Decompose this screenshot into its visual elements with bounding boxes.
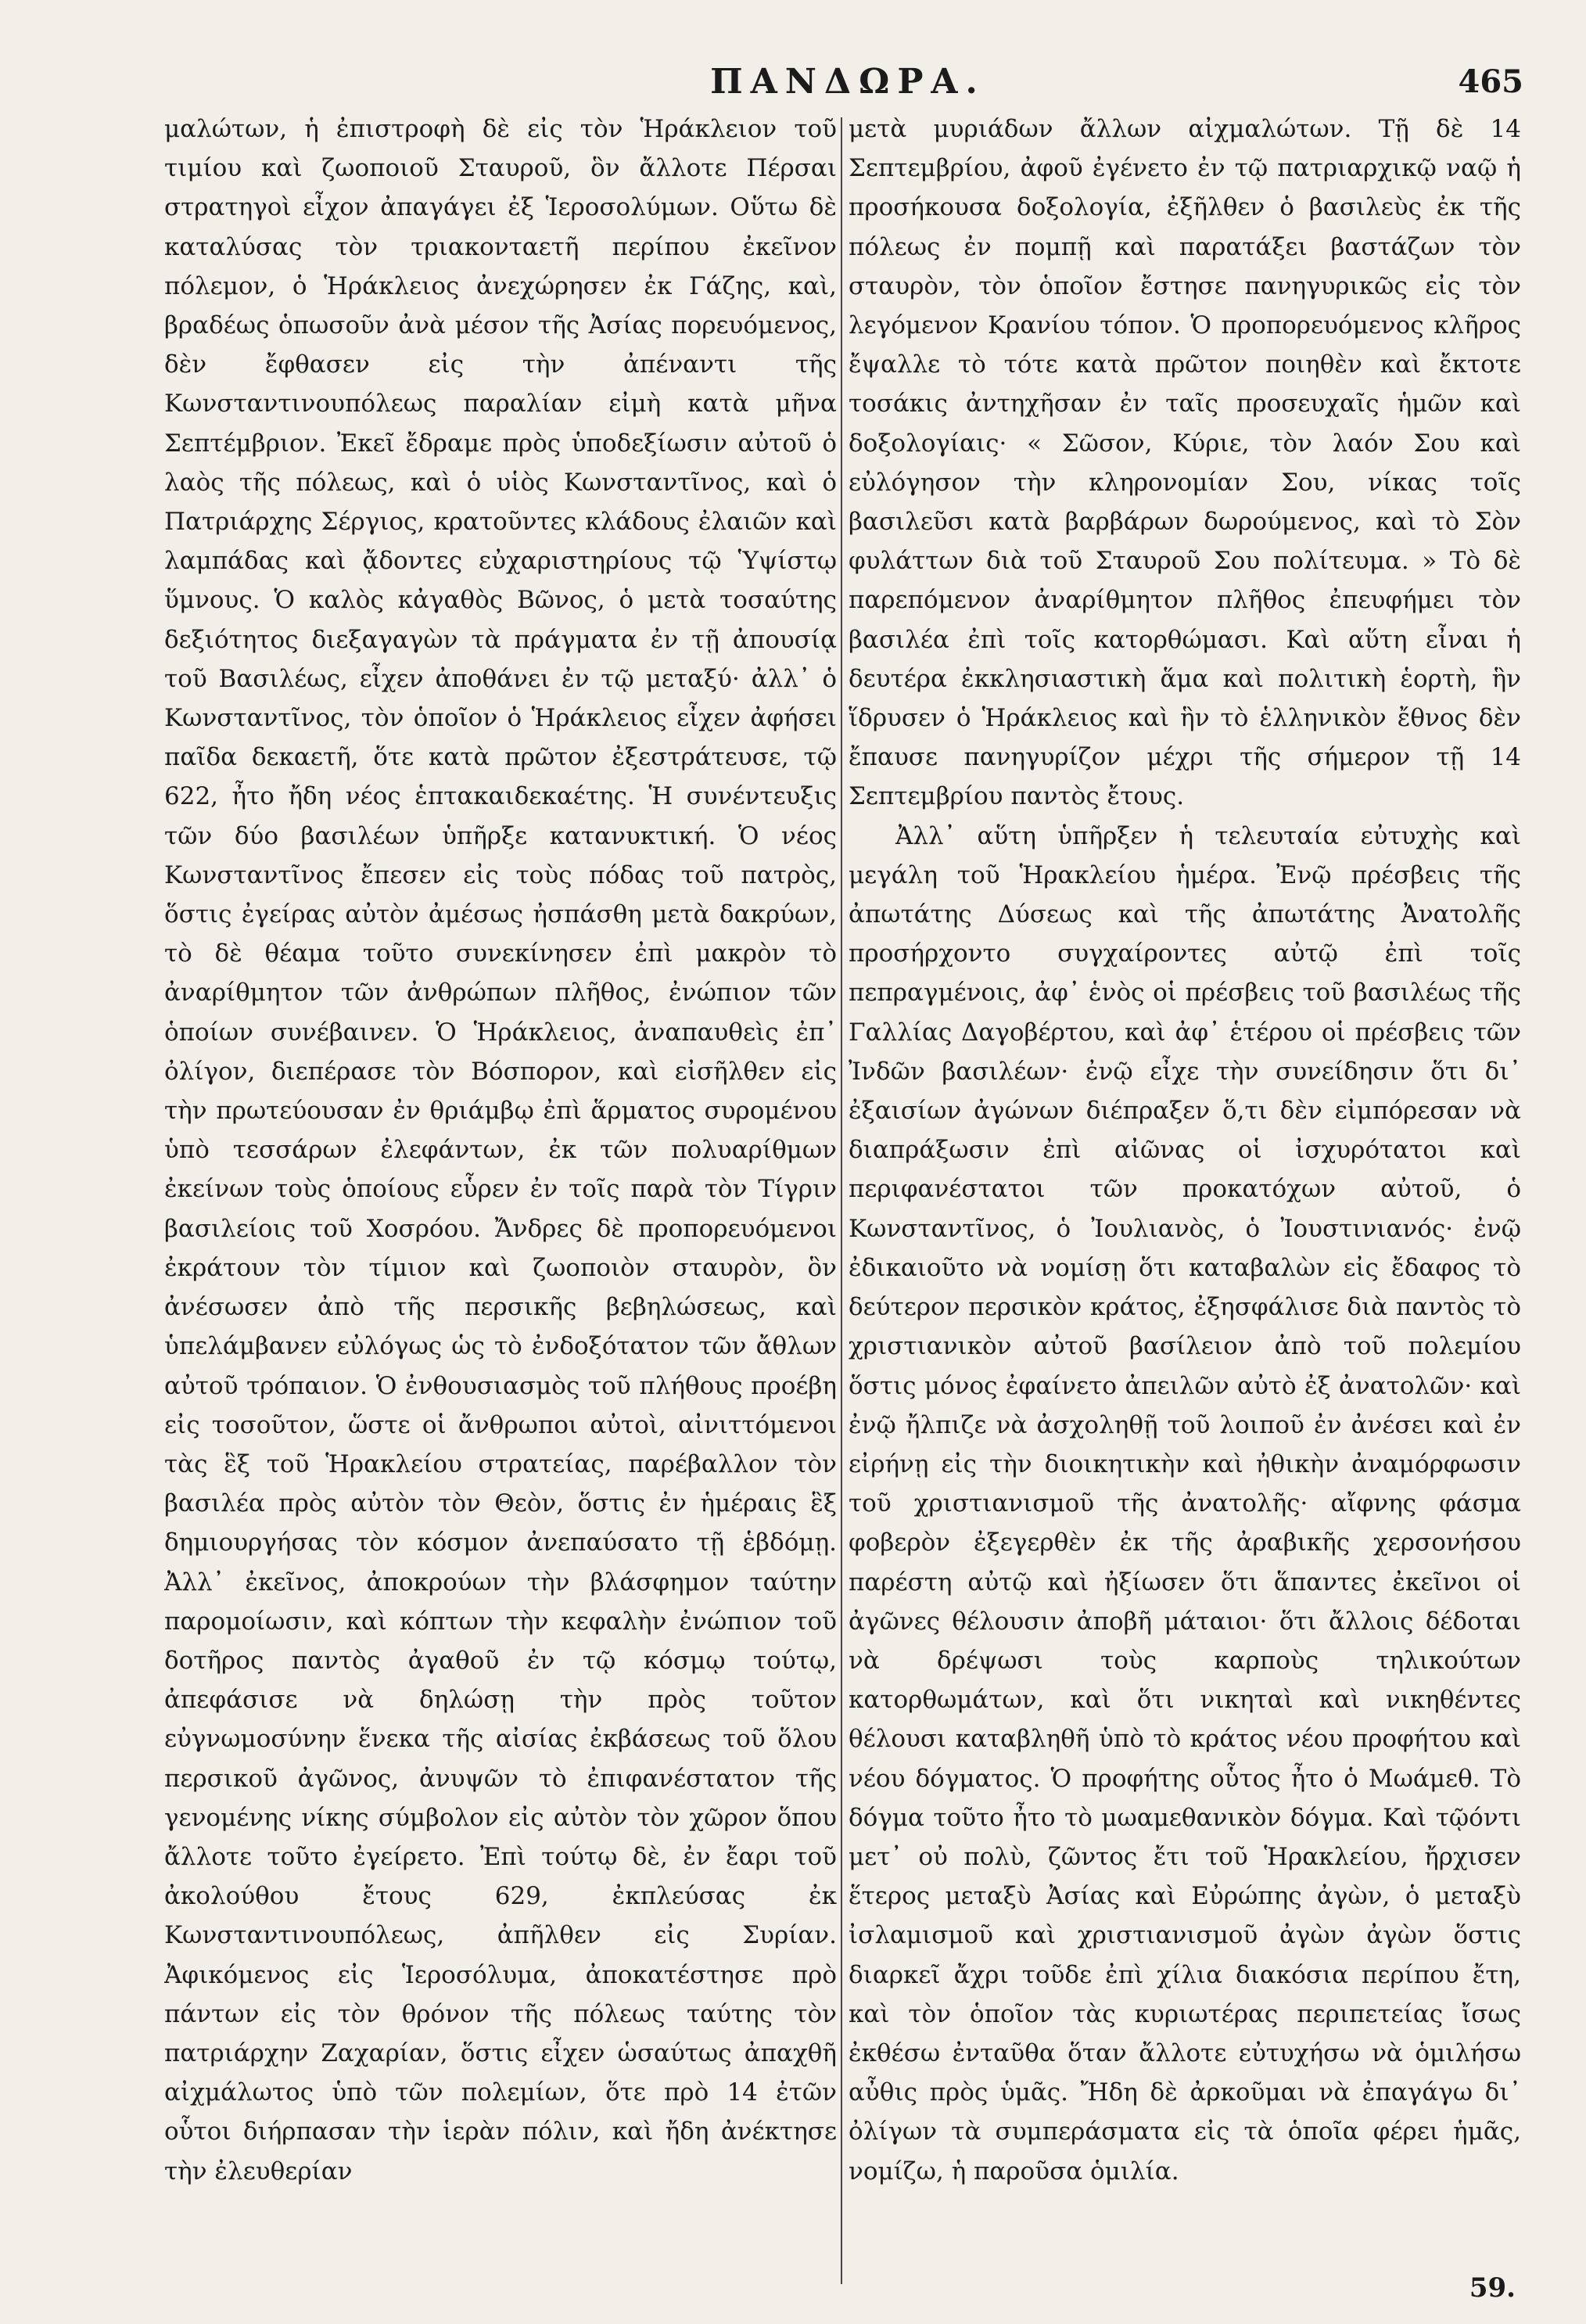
right-column: [849, 110, 1521, 2253]
column-divider: [841, 117, 842, 2284]
running-title: ΠΑΝΔΩΡΑ.: [710, 62, 985, 102]
left-column-text: μαλώτων, ἡ ἐπιστροφὴ δὲ εἰς τὸν Ἡράκλειον τοῦ τιμίου καὶ ζωοποιοῦ Σταυροῦ, ὃν ἄλλοτε Πέρσαι στρατηγοὶ εἶχον ἀπαγάγει ἐξ Ἱεροσολύμων. Οὕτω δὲ καταλύσας τὸν τριακονταετῆ περίπου ἐκεῖνον πόλεμον, ὁ Ἡράκλειος ἀνεχώρησεν ἐκ Γάζης, καὶ, βραδέως ὁπωσοῦν ἀνὰ μέσον τῆς Ἀσίας πορευόμενος, δὲν ἔφθασεν εἰς τὴν ἀπέναντι τῆς Κωνσταντινουπόλεως παραλίαν εἰμὴ κατὰ μῆνα Σεπτέμβριον. Ἐκεῖ ἔδραμε πρὸς ὑποδεξίωσιν αὐτοῦ ὁ λαὸς τῆς πόλεως, καὶ ὁ υἱὸς Κωνσταντῖνος, καὶ ὁ Πατριάρχης Σέργιος, κρατοῦντες κλάδους ἐλαιῶν καὶ λαμπάδας καὶ ᾄδοντες εὐχαριστηρίους τῷ Ὑψίστῳ ὕμνους. Ὁ καλὸς κἀγαθὸς Βῶνος, ὁ μετὰ τοσαύτης δεξιότητος διεξαγαγὼν τὰ πράγματα ἐν τῇ ἀπουσίᾳ τοῦ Βασιλέως, εἶχεν ἀποθάνει ἐν τῷ μεταξύ· ἀλλ᾽ ὁ Κωνσταντῖνος, τὸν ὁποῖον ὁ Ἡράκλειος εἶχεν ἀφήσει παῖδα δεκαετῆ, ὅτε κατὰ πρῶτον ἐξεστράτευσε, τῷ 622, ἦτο ἤδη νέος ἑπτακαιδεκαέτης. Ἡ συνέντευξις τῶν δύο βασιλέων ὑπῆρξε κατανυκτική. Ὁ νέος Κωνσταντῖνος ἔπεσεν εἰς τοὺς πόδας τοῦ πατρὸς, ὅστις ἐγείρας αὐτὸν ἀμέσως ἠσπάσθη μετὰ δακρύων, τὸ δὲ θέαμα τοῦτο συνεκίνησεν ἐπὶ μακρὸν τὸ ἀναρίθμητον τῶν ἀνθρώπων πλῆθος, ἐνώπιον τῶν ὁποίων συνέβαινεν. Ὁ Ἡράκλειος, ἀναπαυθεὶς ἐπ᾽ ὀλίγον, διεπέρασε τὸν Βόσπορον, καὶ εἰσῆλθεν εἰς τὴν πρωτεύουσαν ἐν θριάμβῳ ἐπὶ ἅρματος συρομένου ὑπὸ τεσσάρων ἐλεφάντων, ἐκ τῶν πολυαρίθμων ἐκείνων τοὺς ὁποίους εὗρεν ἐν τοῖς παρὰ τὸν Τίγριν βασιλείοις τοῦ Χοσρόου. Ἄνδρες δὲ προπορευόμενοι ἐκράτουν τὸν τίμιον καὶ ζωοποιὸν σταυρὸν, ὃν ἀνέσωσεν ἀπὸ τῆς περσικῆς βεβηλώσεως, καὶ ὑπελάμβανεν εὐλόγως ὡς τὸ ἐνδοξότατον τῶν ἄθλων αὐτοῦ τρόπαιον. Ὁ ἐνθουσιασμὸς τοῦ πλήθους προέβη εἰς τοσοῦτον, ὥστε οἱ ἄνθρωποι αὐτοὶ, αἰνιττόμενοι τὰς ἓξ τοῦ Ἡρακλείου στρατείας, παρέβαλλον τὸν βασιλέα πρὸς αὐτὸν τὸν Θεὸν, ὅστις ἐν ἡμέραις ἓξ δημιουργήσας τὸν κόσμον ἀνεπαύσατο τῇ ἑβδόμῃ. Ἀλλ᾽ ἐκεῖνος, ἀποκρούων τὴν βλάσφημον ταύτην παρομοίωσιν, καὶ κόπτων τὴν κεφαλὴν ἐνώπιον τοῦ δοτῆρος παντὸς ἀγαθοῦ ἐν τῷ κόσμῳ τούτῳ, ἀπεφάσισε νὰ δηλώσῃ τὴν πρὸς τοῦτον εὐγνωμοσύνην ἕνεκα τῆς αἰσίας ἐκβάσεως τοῦ ὅλου περσικοῦ ἀγῶνος, ἀνυψῶν τὸ ἐπιφανέστατον τῆς γενομένης νίκης σύμβολον εἰς αὐτὸν τὸν χῶρον ὅπου ἄλλοτε τοῦτο ἐγείρετο. Ἐπὶ τούτῳ δὲ, ἐν ἔαρι τοῦ ἀκολούθου ἔτους 629, ἐκπλεύσας ἐκ Κωνσταντινουπόλεως, ἀπῆλθεν εἰς Συρίαν. Ἀφικόμενος εἰς Ἱεροσόλυμα, ἀποκατέστησε πρὸ πάντων εἰς τὸν θρόνον τῆς πόλεως ταύτης τὸν πατριάρχην Ζαχαρίαν, ὅστις εἶχεν ὡσαύτως ἀπαχθῆ αἰχμάλωτος ὑπὸ τῶν πολεμίων, ὅτε πρὸ 14 ἐτῶν οὗτοι διήρπασαν τὴν ἱερὰν πόλιν, καὶ ἤδη ἀνέκτησε τὴν ἐλευθερίαν: [164, 115, 837, 2186]
right-column-paragraph-2: Ἀλλ᾽ αὕτη ὑπῆρξεν ἡ τελευταία εὐτυχὴς καὶ μεγάλη τοῦ Ἡρακλείου ἡμέρα. Ἐνῷ πρέσβεις τῆς ἀπωτάτης Δύσεως καὶ τῆς ἀπωτάτης Ἀνατολῆς προσήρχοντο συγχαίροντες αὐτῷ ἐπὶ τοῖς πεπραγμένοις, ἀφ᾽ ἑνὸς οἱ πρέσβεις τοῦ βασιλέως τῆς Γαλλίας Δαγοβέρτου, καὶ ἀφ᾽ ἑτέρου οἱ πρέσβεις τῶν Ἰνδῶν βασιλέων· ἐνῷ εἶχε τὴν συνείδησιν ὅτι δι᾽ ἐξαισίων ἀγώνων διέπραξεν ὅ,τι δὲν εἰμπόρεσαν νὰ διαπράξωσιν ἐπὶ αἰῶνας οἱ ἰσχυρότατοι καὶ περιφανέστατοι τῶν προκατόχων αὐτοῦ, ὁ Κωνσταντῖνος, ὁ Ἰουλιανὸς, ὁ Ἰουστινιανός· ἐνῷ ἐδικαιοῦτο νὰ νομίσῃ ὅτι καταβαλὼν εἰς ἔδαφος τὸ δεύτερον περσικὸν κράτος, ἐξησφάλισε διὰ παντὸς τὸ χριστιανικὸν αὐτοῦ βασίλειον ἀπὸ τοῦ πολεμίου ὅστις μόνος ἐφαίνετο ἀπειλῶν αὐτὸ ἐξ ἀνατολῶν· καὶ ἐνῷ ἤλπιζε νὰ ἀσχοληθῇ τοῦ λοιποῦ ἐν ἀνέσει καὶ ἐν εἰρήνῃ εἰς τὴν διοικητικὴν καὶ ἠθικὴν ἀναμόρφωσιν τοῦ χριστιανισμοῦ τῆς ἀνατολῆς· αἴφνης φάσμα φοβερὸν ἐξεγερθὲν ἐκ τῆς ἀραβικῆς χερσονήσου παρέστη αὐτῷ καὶ ἠξίωσεν ὅτι ἅπαντες ἐκεῖνοι οἱ ἀγῶνες θέλουσιν ἀποβῆ μάταιοι· ὅτι ἄλλοις δέδοται νὰ δρέψωσι τοὺς καρποὺς τηλικούτων κατορθωμάτων, καὶ ὅτι νικηταὶ καὶ νικηθέντες θέλουσι καταβληθῆ ὑπὸ τὸ κράτος νέου προφήτου καὶ νέου δόγματος. Ὁ προφήτης οὗτος ἦτο ὁ Μωάμεθ. Τὸ δόγμα τοῦτο ἦτο τὸ μωαμεθανικὸν δόγμα. Καὶ τῷόντι μετ᾽ οὐ πολὺ, ζῶντος ἔτι τοῦ Ἡρακλείου, ἤρχισεν ἕτερος μεταξὺ Ἀσίας καὶ Εὐρώπης ἀγὼν, ὁ μεταξὺ ἰσλαμισμοῦ καὶ χριστιανισμοῦ ἀγὼν ἀγὼν ὅστις διαρκεῖ ἄχρι τοῦδε ἐπὶ χίλια διακόσια περίπου ἔτη, καὶ τὸν ὁποῖον τὰς κυριωτέρας περιπετείας ἴσως ἐκθέσω ἐνταῦθα ὅταν ἄλλοτε εὐτυχήσω νὰ ὁμιλήσω αὖθις πρὸς ὑμᾶς. Ἤδη δὲ ἀρκοῦμαι νὰ ἐπαγάγω δι᾽ ὀλίγων τὰ συμπεράσματα εἰς τὰ ὁποῖα φέρει ἡμᾶς, νομίζω, ἡ παροῦσα ὁμιλία.: [849, 821, 1521, 2186]
signature-mark: 59.: [1469, 2272, 1516, 2304]
page-number: 465: [1458, 63, 1523, 100]
page-header: [172, 55, 1523, 110]
left-column: [164, 110, 837, 2253]
right-column-paragraph-1: μετὰ μυριάδων ἄλλων αἰχμαλώτων. Τῇ δὲ 14 Σεπτεμβρίου, ἀφοῦ ἐγένετο ἐν τῷ πατριαρχικῷ ναῷ ἡ προσήκουσα δοξολογία, ἐξῆλθεν ὁ βασιλεὺς ἐκ τῆς πόλεως ἐν πομπῇ καὶ παρατάξει βαστάζων τὸν σταυρὸν, τὸν ὁποῖον ἔστησε πανηγυρικῶς εἰς τὸν λεγόμενον Κρανίου τόπον. Ὁ προπορευόμενος κλῆρος ἔψαλλε τὸ τότε κατὰ πρῶτον ποιηθὲν καὶ ἔκτοτε τοσάκις ἀντηχῆσαν ἐν ταῖς προσευχαῖς ἡμῶν καὶ δοξολογίαις· « Σῶσον, Κύριε, τὸν λαόν Σου καὶ εὐλόγησον τὴν κληρονομίαν Σου, νίκας τοῖς βασιλεῦσι κατὰ βαρβάρων δωρούμενος, καὶ τὸ Σὸν φυλάττων διὰ τοῦ Σταυροῦ Σου πολίτευμα. » Τὸ δὲ παρεπόμενον ἀναρίθμητον πλῆθος ἐπευφήμει τὸν βασιλέα ἐπὶ τοῖς κατορθώμασι. Καὶ αὕτη εἶναι ἡ δευτέρα ἐκκλησιαστικὴ ἅμα καὶ πολιτικὴ ἑορτὴ, ἣν ἵδρυσεν ὁ Ἡράκλειος καὶ ἣν τὸ ἑλληνικὸν ἔθνος δὲν ἔπαυσε πανηγυρίζον μέχρι τῆς σήμερον τῇ 14 Σεπτεμβρίου παντὸς ἔτους.: [849, 115, 1521, 811]
